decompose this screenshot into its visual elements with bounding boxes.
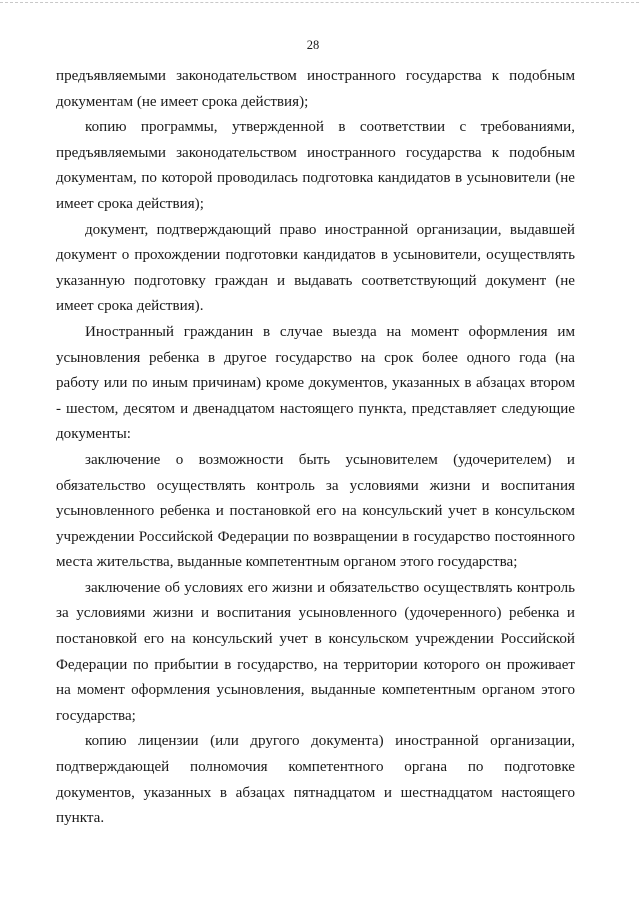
paragraph [56,576,575,730]
text-line: пункта. [56,810,105,827]
text-line: документам (не имеет срока действия); [56,93,309,110]
paragraph [56,729,575,831]
paragraph [56,115,575,217]
text-line: указанную подготовку граждан и выдавать соответствующий документ (не [56,272,575,289]
text-line: документов, указанных в абзацах пятнадцатом и шестнадцатом настоящего [56,784,575,801]
text-line: предъявляемыми законодательством иностранного государства к подобным [56,144,575,161]
text-line: документам, по которой проводилась подготовка кандидатов в усыновители (не [56,170,575,187]
text-line: Федерации по прибытии в государство, на территории которого он проживает [56,656,575,673]
text-line: на момент оформления усыновления, выданные компетентным органом этого [56,682,575,699]
text-line: места жительства, выданные компетентным органом этого государства; [56,554,518,571]
text-line: подтверждающей полномочия компетентного органа по подготовке [56,759,575,776]
scan-top-edge [0,2,639,3]
text-line: за условиями жизни и воспитания усыновленного (удочеренного) ребенка и [56,605,575,622]
text-line: постановкой его на консульский учет в консульском учреждении Российской [56,631,575,648]
paragraph [56,320,575,448]
text-line: Иностранный гражданин в случае выезда на момент оформления им [85,323,575,340]
text-line: работу или по иным причинам) кроме документов, указанных в абзацах втором [56,375,575,392]
text-line: усыновления ребенка в другое государство на срок более одного года (на [56,349,575,366]
paragraph [56,448,575,576]
text-line: копию лицензии (или другого документа) иностранной организации, [85,733,575,750]
paragraph [56,64,575,115]
page-number: 28 [306,38,320,52]
text-line: копию программы, утвержденной в соответствии с требованиями, [85,119,575,136]
text-line: учреждении Российской Федерации по возвращении в государство постоянного [56,528,575,545]
text-line: имеет срока действия); [56,195,204,212]
text-line: предъявляемыми законодательством иностранного государства к подобным [56,68,575,84]
text-line: документ, подтверждающий право иностранной организации, выдавшей [85,221,575,238]
text-line: обязательство осуществлять контроль за условиями жизни и воспитания [56,477,575,494]
paragraph [56,218,575,320]
document-body [56,64,575,832]
text-line: заключение о возможности быть усыновителем (удочерителем) и [85,451,575,468]
text-line: - шестом, десятом и двенадцатом настоящего пункта, представляет следующие [56,400,575,417]
text-line: заключение об условиях его жизни и обязательство осуществлять контроль [85,579,575,596]
text-line: государства; [56,707,136,724]
text-line: документы: [56,426,131,443]
text-line: документ о прохождении подготовки кандидатов в усыновители, осуществлять [56,247,575,264]
text-line: имеет срока действия). [56,298,204,315]
text-line: усыновленного ребенка и постановкой его на консульский учет в консульском [56,503,575,520]
